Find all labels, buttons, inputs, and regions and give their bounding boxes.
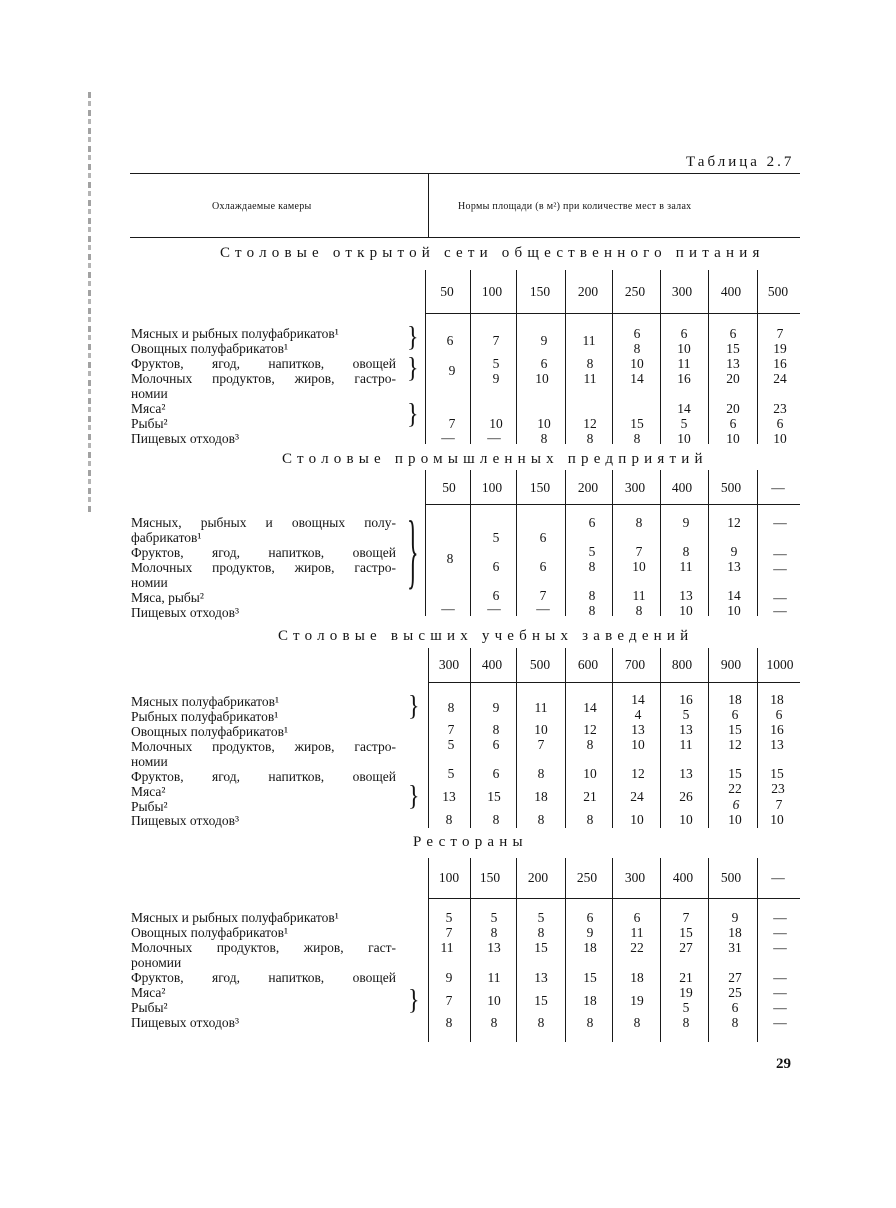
cell: 10	[487, 993, 501, 1008]
section-title-1: Столовые открытой сети общественного питания	[220, 245, 765, 261]
cell: 10	[489, 416, 503, 431]
cell: 16	[773, 356, 787, 371]
header-left-caption: Охлаждаемые камеры	[212, 201, 312, 212]
s1-header-rule	[425, 313, 800, 314]
cell: 6	[539, 530, 547, 545]
cell: —	[773, 970, 787, 985]
cell: 15	[534, 993, 548, 1008]
cell: 23	[771, 781, 785, 796]
cell: 6	[731, 1000, 739, 1015]
s1-rule	[612, 270, 613, 444]
cell: 15	[583, 970, 597, 985]
cell: 10	[770, 812, 784, 827]
cell: 6	[633, 910, 641, 925]
table-label: Таблица 2.7	[686, 154, 795, 170]
s2-rule	[470, 470, 471, 616]
s4-rule	[612, 858, 613, 1042]
cell: 14	[631, 692, 645, 707]
s3-col-header: 400	[481, 657, 503, 672]
cell: —	[773, 925, 787, 940]
row-label: Фруктов, ягод, напитков, овощей	[131, 545, 396, 560]
brace: }	[407, 321, 419, 353]
row-label: фабрикатов¹	[131, 530, 202, 545]
s4-col-header: 150	[479, 870, 501, 885]
cell: 11	[677, 356, 691, 371]
cell: 10	[631, 737, 645, 752]
cell: 7	[682, 910, 690, 925]
s1-rule	[565, 270, 566, 444]
cell: 26	[679, 789, 693, 804]
s4-col-header: —	[771, 870, 785, 885]
s1-col-header: 300	[671, 284, 693, 299]
s1-col-header: 500	[767, 284, 789, 299]
row-label: Мяса²	[131, 784, 166, 799]
s4-rule	[516, 858, 517, 1042]
cell: —	[773, 1000, 787, 1015]
cell: 18	[534, 789, 548, 804]
row-label: номии	[131, 575, 168, 590]
cell: 12	[631, 766, 645, 781]
cell: 9	[682, 515, 690, 530]
cell: 5	[492, 356, 500, 371]
cell: 4	[634, 707, 642, 722]
cell: 10	[632, 559, 646, 574]
brace: }	[408, 780, 420, 812]
cell: 10	[583, 766, 597, 781]
header-top-rule	[130, 173, 800, 174]
s2-rule	[708, 470, 709, 616]
header-right-caption: Нормы площади (в м²) при количестве мест в залах	[458, 201, 692, 212]
cell: 6	[729, 326, 737, 341]
row-label: Пищевых отходов³	[131, 605, 240, 620]
cell: 6	[732, 797, 740, 812]
cell: —	[773, 561, 787, 576]
cell: 7	[775, 797, 783, 812]
row-label: Овощных полуфабрикатов¹	[131, 724, 289, 739]
cell: 7	[448, 416, 456, 431]
cell: 13	[631, 722, 645, 737]
cell: 31	[728, 940, 742, 955]
cell: 8	[537, 766, 545, 781]
s4-col-header: 250	[576, 870, 598, 885]
cell: 10	[728, 812, 742, 827]
section-title-2: Столовые промышленных предприятий	[282, 451, 708, 467]
cell: 11	[440, 940, 454, 955]
row-label: Мясных полуфабрикатов¹	[131, 694, 280, 709]
s4-rule	[757, 858, 758, 1042]
cell: 21	[583, 789, 597, 804]
cell: 7	[447, 722, 455, 737]
cell: 25	[728, 985, 742, 1000]
cell: 6	[731, 707, 739, 722]
cell: 19	[630, 993, 644, 1008]
cell: 9	[492, 700, 500, 715]
cell: 8	[635, 515, 643, 530]
s4-rule	[470, 858, 471, 1042]
brace: }	[407, 508, 419, 600]
cell: 8	[588, 588, 596, 603]
s2-col-header: 100	[481, 480, 503, 495]
cell: 15	[726, 341, 740, 356]
cell: 8	[492, 722, 500, 737]
cell: 5	[682, 1000, 690, 1015]
cell: 18	[630, 970, 644, 985]
cell: 8	[633, 341, 641, 356]
cell: 8	[490, 1015, 498, 1030]
scan-edge-mark	[88, 92, 91, 512]
cell: 22	[728, 781, 742, 796]
cell: 5	[492, 530, 500, 545]
row-label: Пищевых отходов³	[131, 431, 240, 446]
cell: 5	[588, 544, 596, 559]
s3-col-header: 700	[624, 657, 646, 672]
cell: 7	[492, 333, 500, 348]
cell: 14	[677, 401, 691, 416]
cell: 8	[633, 1015, 641, 1030]
cell: 10	[537, 416, 551, 431]
cell: 13	[487, 940, 501, 955]
cell: 5	[537, 910, 545, 925]
cell: 8	[447, 700, 455, 715]
cell: 11	[487, 970, 501, 985]
cell: —	[773, 940, 787, 955]
cell: 6	[588, 515, 596, 530]
cell: 11	[630, 925, 644, 940]
cell: 10	[630, 356, 644, 371]
cell: 13	[534, 970, 548, 985]
row-label: Овощных полуфабрикатов¹	[131, 925, 289, 940]
cell: 8	[492, 812, 500, 827]
cell: 8	[445, 1015, 453, 1030]
row-label: Мясных и рыбных полуфабрикатов¹	[131, 910, 339, 925]
page-number: 29	[776, 1056, 791, 1072]
brace: }	[407, 352, 419, 384]
s2-col-header: 150	[529, 480, 551, 495]
cell: 15	[728, 766, 742, 781]
cell: 10	[727, 603, 741, 618]
cell: 13	[679, 588, 693, 603]
cell: 7	[635, 544, 643, 559]
cell: 13	[727, 559, 741, 574]
cell: 9	[586, 925, 594, 940]
cell: 8	[586, 737, 594, 752]
s4-col-header: 500	[720, 870, 742, 885]
row-label: Мяса²	[131, 985, 166, 1000]
s3-col-header: 500	[529, 657, 551, 672]
row-label: Молочных продуктов, жиров, гастро-	[131, 371, 396, 386]
s4-rule	[708, 858, 709, 1042]
row-label: Овощных полуфабрикатов¹	[131, 341, 289, 356]
cell: 8	[586, 431, 594, 446]
cell: 16	[677, 371, 691, 386]
cell: —	[773, 985, 787, 1000]
row-label: Пищевых отходов³	[131, 813, 240, 828]
cell: 10	[679, 603, 693, 618]
cell: 8	[490, 925, 498, 940]
cell: 8	[537, 1015, 545, 1030]
s2-rule	[565, 470, 566, 616]
cell: 19	[679, 985, 693, 1000]
cell: 18	[583, 940, 597, 955]
s3-rule	[516, 648, 517, 828]
cell: 7	[537, 737, 545, 752]
header-bottom-rule	[130, 237, 800, 238]
header-divider	[428, 173, 429, 237]
s3-col-header: 600	[577, 657, 599, 672]
s1-rule	[660, 270, 661, 444]
cell: 13	[679, 722, 693, 737]
cell: 8	[586, 356, 594, 371]
s3-col-header: 900	[720, 657, 742, 672]
cell: 14	[727, 588, 741, 603]
cell: 14	[583, 700, 597, 715]
s3-col-header: 1000	[766, 657, 794, 672]
s4-col-header: 400	[672, 870, 694, 885]
cell: 9	[445, 970, 453, 985]
cell: 6	[492, 737, 500, 752]
s4-col-header: 200	[527, 870, 549, 885]
cell: —	[441, 430, 455, 445]
brace: }	[408, 984, 420, 1016]
s2-col-header: —	[771, 480, 785, 495]
row-label: номии	[131, 386, 168, 401]
cell: 10	[726, 431, 740, 446]
cell: 10	[677, 431, 691, 446]
cell: 5	[490, 910, 498, 925]
cell: 6	[540, 356, 548, 371]
cell: 9	[492, 371, 500, 386]
cell: 8	[586, 812, 594, 827]
brace: }	[408, 690, 420, 722]
row-label: Рыбных полуфабрикатов¹	[131, 709, 279, 724]
cell: 10	[773, 431, 787, 446]
s2-col-header: 50	[442, 480, 456, 495]
cell: 12	[728, 737, 742, 752]
row-label: Рыбы²	[131, 416, 168, 431]
cell: 13	[679, 766, 693, 781]
cell: 18	[728, 692, 742, 707]
cell: —	[773, 910, 787, 925]
section-title-4: Рестораны	[413, 834, 528, 850]
cell: 6	[492, 766, 500, 781]
row-label: Мяса, рыбы²	[131, 590, 204, 605]
s1-rule	[425, 270, 426, 444]
s3-rule	[565, 648, 566, 828]
row-label: Рыбы²	[131, 1000, 168, 1015]
s4-col-header: 300	[624, 870, 646, 885]
cell: 15	[534, 940, 548, 955]
row-label: Молочных продуктов, жиров, гастро-	[131, 560, 396, 575]
cell: 6	[776, 416, 784, 431]
cell: —	[773, 603, 787, 618]
cell: 22	[630, 940, 644, 955]
cell: 6	[492, 559, 500, 574]
cell: —	[773, 515, 787, 530]
cell: 13	[442, 789, 456, 804]
row-label: Молочных продуктов, жиров, гастро-	[131, 739, 396, 754]
cell: 11	[679, 559, 693, 574]
cell: 10	[630, 812, 644, 827]
s1-col-header: 200	[577, 284, 599, 299]
cell: 7	[445, 993, 453, 1008]
cell: 8	[682, 544, 690, 559]
cell: 8	[588, 559, 596, 574]
cell: —	[441, 601, 455, 616]
cell: 9	[448, 363, 456, 378]
cell: 5	[447, 766, 455, 781]
cell: —	[487, 430, 501, 445]
cell: 13	[770, 737, 784, 752]
cell: 18	[770, 692, 784, 707]
cell: 8	[586, 1015, 594, 1030]
cell: 16	[679, 692, 693, 707]
cell: —	[773, 1015, 787, 1030]
cell: 8	[445, 812, 453, 827]
cell: 10	[535, 371, 549, 386]
cell: 6	[446, 333, 454, 348]
cell: —	[773, 590, 787, 605]
cell: 6	[539, 559, 547, 574]
cell: 24	[773, 371, 787, 386]
cell: 7	[445, 925, 453, 940]
row-label: номии	[131, 754, 168, 769]
s4-header-rule	[428, 898, 800, 899]
cell: 27	[679, 940, 693, 955]
cell: 23	[773, 401, 787, 416]
cell: 8	[731, 1015, 739, 1030]
cell: 12	[727, 515, 741, 530]
row-label: Молочных продуктов, жиров, гаст-	[131, 940, 396, 955]
cell: 10	[534, 722, 548, 737]
cell: 13	[726, 356, 740, 371]
cell: 10	[679, 812, 693, 827]
cell: 14	[630, 371, 644, 386]
cell: 12	[583, 722, 597, 737]
cell: 8	[446, 551, 454, 566]
cell: 6	[680, 326, 688, 341]
s2-col-header: 400	[671, 480, 693, 495]
cell: 16	[770, 722, 784, 737]
s2-rule	[425, 470, 426, 616]
cell: 20	[726, 401, 740, 416]
s1-col-header: 50	[440, 284, 454, 299]
cell: 10	[677, 341, 691, 356]
row-label: Мяса²	[131, 401, 166, 416]
cell: 20	[726, 371, 740, 386]
row-label: Мясных и рыбных полуфабрикатов¹	[131, 326, 339, 341]
cell: 11	[583, 371, 597, 386]
cell: 19	[773, 341, 787, 356]
cell: 5	[445, 910, 453, 925]
cell: 9	[731, 910, 739, 925]
cell: 15	[630, 416, 644, 431]
cell: 11	[534, 700, 548, 715]
s3-header-rule	[428, 682, 800, 683]
cell: 21	[679, 970, 693, 985]
cell: 27	[728, 970, 742, 985]
brace: }	[407, 398, 419, 430]
s4-rule	[565, 858, 566, 1042]
cell: 18	[728, 925, 742, 940]
cell: 9	[730, 544, 738, 559]
s1-rule	[708, 270, 709, 444]
s1-rule	[516, 270, 517, 444]
cell: 11	[582, 333, 596, 348]
s2-rule	[516, 470, 517, 616]
cell: 8	[682, 1015, 690, 1030]
cell: 5	[680, 416, 688, 431]
row-label: Пищевых отходов³	[131, 1015, 240, 1030]
cell: 9	[540, 333, 548, 348]
s1-col-header: 250	[624, 284, 646, 299]
s1-col-header: 100	[481, 284, 503, 299]
s2-col-header: 500	[720, 480, 742, 495]
cell: 18	[583, 993, 597, 1008]
row-label: Мясных, рыбных и овощных полу-	[131, 515, 396, 530]
s2-header-rule	[425, 504, 800, 505]
s4-rule	[660, 858, 661, 1042]
row-label: Фруктов, ягод, напитков, овощей	[131, 356, 396, 371]
cell: 15	[487, 789, 501, 804]
s3-col-header: 300	[438, 657, 460, 672]
s3-rule	[660, 648, 661, 828]
s1-col-header: 400	[720, 284, 742, 299]
s1-col-header: 150	[529, 284, 551, 299]
cell: 6	[586, 910, 594, 925]
cell: 5	[447, 737, 455, 752]
cell: 15	[679, 925, 693, 940]
row-label: Фруктов, ягод, напитков, овощей	[131, 769, 396, 784]
cell: 6	[729, 416, 737, 431]
row-label: рономии	[131, 955, 182, 970]
cell: 6	[492, 588, 500, 603]
cell: —	[536, 601, 550, 616]
cell: 5	[682, 707, 690, 722]
cell: 15	[728, 722, 742, 737]
cell: 15	[770, 766, 784, 781]
s3-rule	[708, 648, 709, 828]
cell: 7	[776, 326, 784, 341]
cell: —	[773, 546, 787, 561]
s3-col-header: 800	[671, 657, 693, 672]
section-title-3: Столовые высших учебных заведений	[278, 628, 694, 644]
cell: 8	[633, 431, 641, 446]
cell: 6	[633, 326, 641, 341]
cell: 8	[537, 925, 545, 940]
s2-col-header: 200	[577, 480, 599, 495]
cell: 11	[632, 588, 646, 603]
cell: 6	[775, 707, 783, 722]
cell: 12	[583, 416, 597, 431]
row-label: Фруктов, ягод, напитков, овощей	[131, 970, 396, 985]
cell: 11	[679, 737, 693, 752]
cell: 24	[630, 789, 644, 804]
cell: 8	[588, 603, 596, 618]
s2-col-header: 300	[624, 480, 646, 495]
cell: —	[487, 601, 501, 616]
cell: 7	[539, 588, 547, 603]
s4-col-header: 100	[438, 870, 460, 885]
row-label: Рыбы²	[131, 799, 168, 814]
s2-rule	[612, 470, 613, 616]
cell: 8	[635, 603, 643, 618]
cell: 8	[537, 812, 545, 827]
s2-rule	[660, 470, 661, 616]
cell: 8	[540, 431, 548, 446]
s3-rule	[612, 648, 613, 828]
